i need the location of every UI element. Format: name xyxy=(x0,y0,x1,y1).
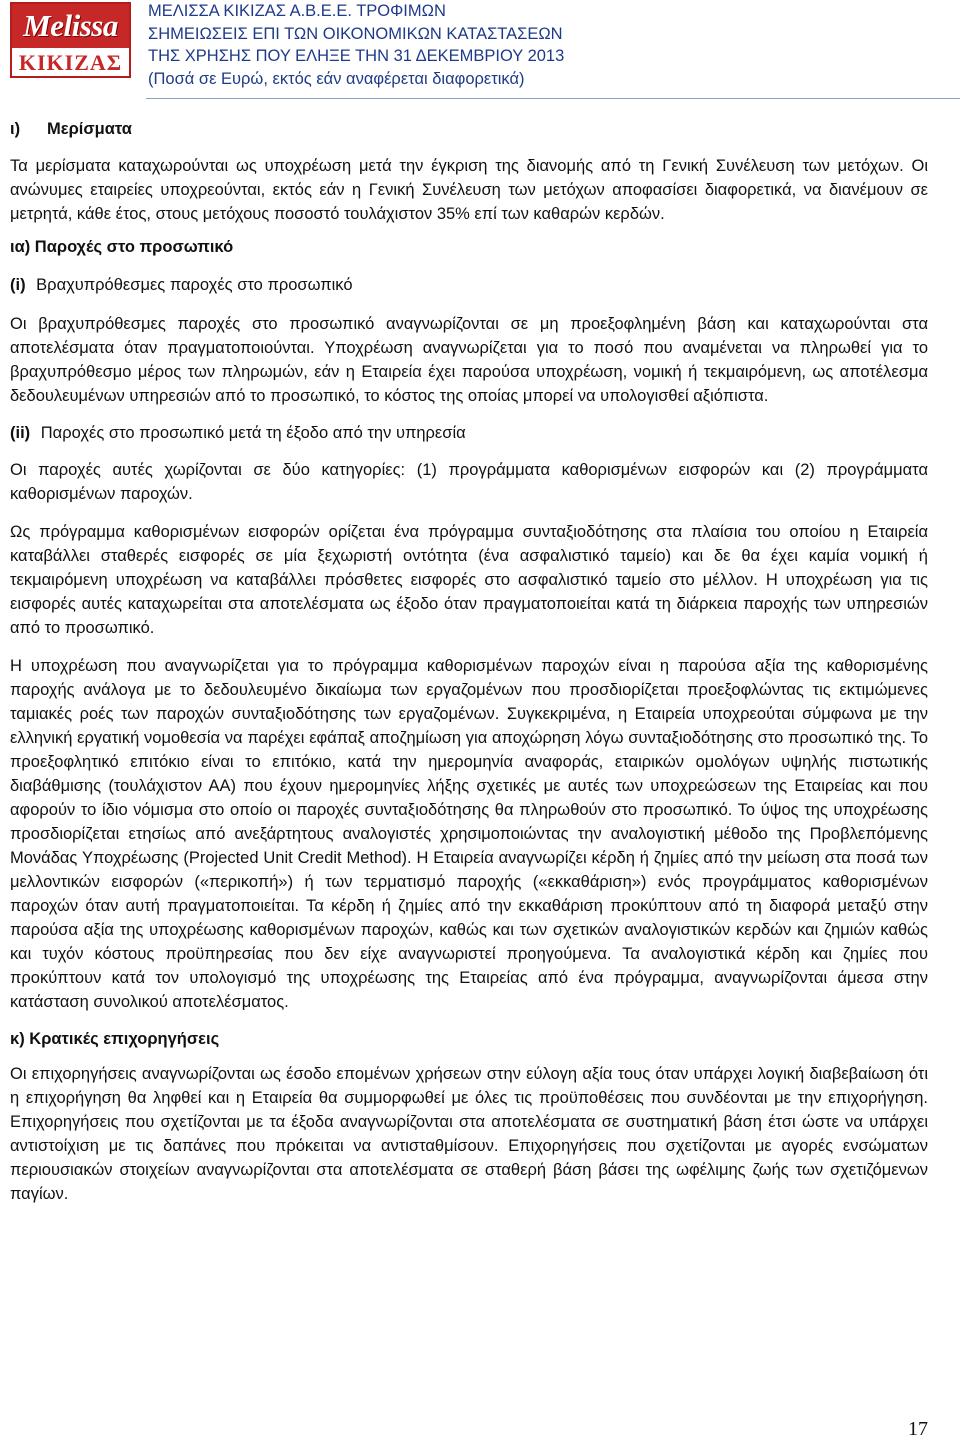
header-divider xyxy=(146,98,960,99)
section-dividends-heading xyxy=(10,118,928,140)
short-term-paragraph: Οι βραχυπρόθεσμες παροχές στο προσωπικό αναγνωρίζονται σε μη προεξοφλημένη βάση και καταχωρούνται στα αποτελέσματα όταν πραγματοποιούνται. Υποχρέωση αναγνωρίζεται για το ποσό που αναμένεται να πληρωθεί για το βραχυπρόθεσμο μέρος των πληρωμών, εάν η Εταιρεία έχει παρούσα υποχρέωση, νομική ή τεκμαιρόμενη, ως αποτέλεσμα δεδουλευμένων υπηρεσιών από το προσωπικό, το κόστος της οποίας μπορεί να υπολογισθεί αξιόπιστα. xyxy=(10,315,928,405)
company-logo xyxy=(10,2,131,78)
post-employment-label: (ii) xyxy=(10,424,31,442)
logo-sub-text: ΚΙΚΙΖΑΣ xyxy=(18,50,123,75)
page-number: 17 xyxy=(908,1418,928,1440)
header-company: ΜΕΛΙΣΣΑ ΚΙΚΙΖΑΣ Α.Β.Ε.Ε. ΤΡΟΦΙΜΩΝ xyxy=(148,2,446,20)
section-employee-benefits-title: ια) Παροχές στο προσωπικό xyxy=(10,238,234,256)
dividends-paragraph: Τα μερίσματα καταχωρούνται ως υποχρέωση μετά την έγκριση της διανομής από τη Γενική Συνέλευση των μετόχων. Οι ανώνυμες εταιρείες υποχρεούνται, εκτός εάν η Γενική Συνέλευση των μετόχων αποφασίσει διαφορετικά, να διανέμουν σε μετρητά, κάθε έτος, στους μετόχους ποσοστό τουλάχιστον 35% επί των καθαρών κερδών. xyxy=(10,157,928,223)
page-header xyxy=(0,0,960,100)
section-dividends-title: Μερίσματα xyxy=(47,120,132,138)
logo-brand-band xyxy=(12,4,129,48)
header-title: ΣΗΜΕΙΩΣΕΙΣ ΕΠΙ ΤΩΝ ΟΙΚΟΝΟΜΙΚΩΝ ΚΑΤΑΣΤΑΣΕΩΝ xyxy=(148,24,563,43)
section-grants-title: κ) Κρατικές επιχορηγήσεις xyxy=(10,1030,220,1048)
post-employment-paragraph-1: Οι παροχές αυτές χωρίζονται σε δύο κατηγορίες: (1) προγράμματα καθορισμένων εισφορών και (2) προγράμματα καθορισμένων παροχών. xyxy=(10,461,928,503)
document-body xyxy=(10,118,928,1216)
post-employment-title: Παροχές στο προσωπικό μετά τη έξοδο από την υπηρεσία xyxy=(40,424,466,442)
logo-brand-text: Melissa xyxy=(23,8,118,43)
header-text-block xyxy=(148,0,564,90)
short-term-benefits-heading xyxy=(10,274,928,296)
short-term-label: (i) xyxy=(10,276,26,294)
post-employment-paragraph-2: Ως πρόγραμμα καθορισμένων εισφορών ορίζεται ένα πρόγραμμα συνταξιοδότησης στα πλαίσια του οποίου η Εταιρεία καταβάλλει σταθερές εισφορές σε μία ξεχωριστή οντότητα (ένα ασφαλιστικό ταμείο) και δε θα έχει καμία νομική ή τεκμαιρόμενη υποχρέωση να καταβάλλει πρόσθετες εισφορές στο ασφαλιστικό ταμείο στο μέλλον. Η υποχρέωση για τις εισφορές αυτές καταχωρείται στα αποτελέσματα ως έξοδο όταν πραγματοποιείται κατά τη διάρκεια παροχής των υπηρεσιών από το προσωπικό. xyxy=(10,523,928,637)
header-period: ΤΗΣ ΧΡΗΣΗΣ ΠΟΥ ΕΛΗΞΕ ΤΗΝ 31 ΔΕΚΕΜΒΡΙΟΥ 2013 xyxy=(148,47,565,65)
post-employment-paragraph-3: Η υποχρέωση που αναγνωρίζεται για το πρόγραμμα καθορισμένων παροχών είναι η παρούσα αξία της καθορισμένης παροχής ανάλογα με το δεδουλευμένο δικαίωμα των εργαζομένων που προσδιορίζεται προεξοφλώντας τις εκτιμώμενες ταμιακές ροές των παροχών συνταξιοδότησης των εργαζομένων. Συγκεκριμένα, η Εταιρεία υποχρεούται σύμφωνα με την ελληνική εργατική νομοθεσία να παρέχει εφάπαξ αποζημίωση για αποχώρηση λόγω συνταξιοδότησης στο προσωπικό της. Το προεξοφλητικό επιτόκιο είναι το επιτόκιο, κατά την ημερομηνία αναφοράς, εταιρικών ομολόγων υψηλής πιστωτικής διαβάθμισης (τουλάχιστον ΑΑ) που έχουν ημερομηνίες λήξης σχετικές με αυτές των υποχρεώσεων της Εταιρείας και που αφορούν το ίδιο νόμισμα στο οποίο οι παροχές συνταξιοδότησης θα πληρωθούν στο προσωπικό. Το ύψος της υποχρέωσης προσδιορίζεται ετησίως από ανεξάρτητους αναλογιστές χρησιμοποιώντας την αναλογιστική μέθοδο της Προβλεπόμενης Μονάδας Υποχρέωσης (Projected Unit Credit Method). Η Εταιρεία αναγνωρίζει κέρδη ή ζημίες από την μείωση στα ποσά των μελλοντικών εισφορών («περικοπή») ή των τερματισμό παροχής («εκκαθάριση») ενός προγράμματος καθορισμένων παροχών όταν αυτή πραγματοποιείται. Τα κέρδη ή ζημίες από την εκκαθάριση προκύπτουν από τη διαφορά μεταξύ στην παρούσα αξία της υποχρέωσης καθορισμένων παροχών, καθώς και των σχετικών αναλογιστικών κερδών και ζημιών καθώς και τυχόν κόστους προϋπηρεσίας που δεν είχε αναγνωριστεί προηγούμενα. Τα αναλογιστικά κέρδη και ζημίες που προκύπτουν κατά τον υπολογισμό της υποχρέωσης της Εταιρείας από ένα πρόγραμμα, αναγνωρίζονται άμεσα στην κατάσταση συνολικού αποτελέσματος. xyxy=(10,657,928,1011)
short-term-title: Βραχυπρόθεσμες παροχές στο προσωπικό xyxy=(36,276,353,294)
section-dividends-label: ι) xyxy=(10,120,21,138)
post-employment-heading xyxy=(10,422,928,444)
grants-paragraph: Οι επιχορηγήσεις αναγνωρίζονται ως έσοδο επομένων χρήσεων στην εύλογη αξία τους όταν υπάρχει λογική διαβεβαίωση ότι η επιχορήγηση θα ληφθεί και η Εταιρεία θα συμμορφωθεί με όλες τις προϋποθέσεις που συνδέονται με την επιχορήγηση. Επιχορηγήσεις που σχετίζονται με τα έξοδα αναγνωρίζονται στα αποτελέσματα σε συστηματική βάση έτσι ώστε να υπάρχει αντιστοίχιση με τις δαπάνες που πρόκειται να αντισταθμίσουν. Επιχορηγήσεις που σχετίζονται με αγορές ενσώματων περιουσιακών στοιχείων αναγνωρίζονται στα αποτελέσματα σε σταθερή βάση βάσει της ωφέλιμης ζωής των σχετιζόμενων παγίων. xyxy=(10,1065,928,1203)
header-note: (Ποσά σε Ευρώ, εκτός εάν αναφέρεται διαφορετικά) xyxy=(148,69,525,88)
